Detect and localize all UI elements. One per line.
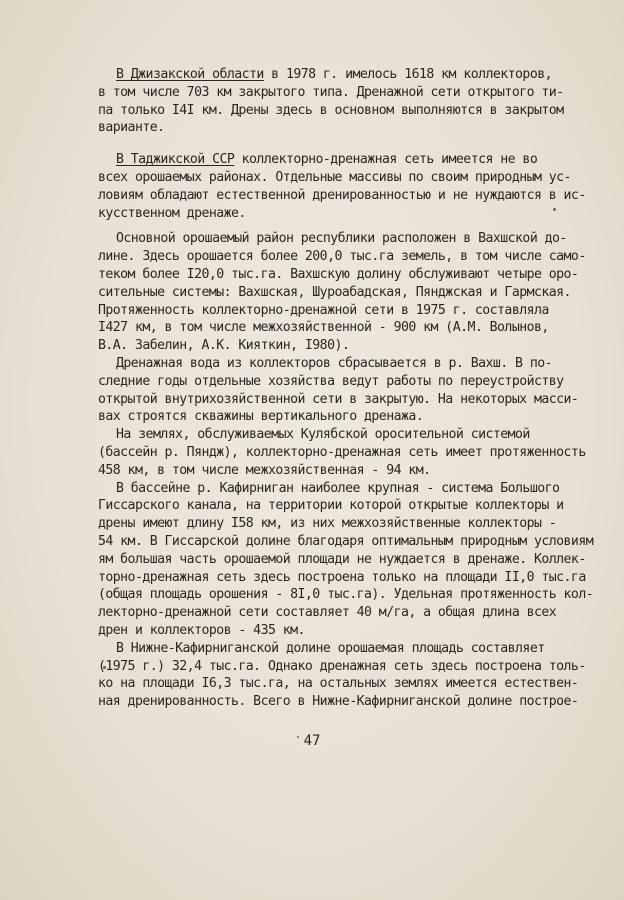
text-line: В Таджикской ССР коллекторно-дренажная сеть имеется не во [116, 152, 538, 168]
text-line: (1975 г.) 32,4 тыс.га. Однако дренажная сеть здесь построена толь- [98, 658, 586, 674]
text-line: торно-дренажная сеть здесь построена только на площади II,0 тыс.га [98, 569, 586, 585]
text-line: открытой внутрихозяйственной сети в закрытую. На некоторых масси- [98, 391, 579, 407]
text-line: варианте. [98, 120, 165, 136]
text-line: В.А. Забелин, А.К. Кияткин, I980). [98, 338, 350, 354]
text-line: сительные системы: Вахшская, Шуроабадская, Пянджская и Гармская. [98, 284, 571, 300]
text-line: 458 км, в том числе межхозяйственная - 94 км. [98, 462, 431, 478]
text-line: дрены имеют длину I58 км, из них межхозяйственные коллекторы - [98, 516, 557, 532]
text-line: (бассейн р. Пяндж), коллекторно-дренажная сеть имеет протяженность [98, 444, 586, 460]
page-number: 47 [303, 733, 321, 749]
text-line: па только I4I км. Дрены здесь в основном выполняются в закрытом [98, 102, 564, 118]
text-line: кусственном дренаже. [98, 205, 246, 221]
text-line: В бассейне р. Кафирниган наиболее крупная - система Большого [116, 480, 560, 496]
paragraph [98, 355, 588, 426]
underlined-heading: В Таджикской ССР [116, 152, 235, 168]
text-line: в том числе 703 км закрытого типа. Дренажной сети открытого ти- [98, 84, 564, 100]
text-line: всех орошаемых районах. Отдельные массивы по своим природным ус- [98, 169, 571, 185]
paragraph [98, 66, 588, 137]
text-line: Дренажная вода из коллекторов сбрасывается в р. Вахш. В по- [116, 355, 552, 371]
paragraph [98, 480, 594, 640]
text-line: На землях, обслуживаемых Кулябской оросительной системой [116, 427, 530, 443]
text-line: вах строятся скважины вертикального дренажа. [98, 409, 424, 425]
paragraph [98, 640, 588, 711]
paragraph [98, 151, 588, 222]
text-line: лекторно-дренажной сети составляет 40 м/га, а общая длина всех [98, 605, 557, 621]
text-line: (общая площадь орошения - 8I,0 тыс.га). Удельная протяженность кол- [98, 587, 594, 603]
text-line: ко на площади I6,3 тыс.га, на остальных землях имеется естествен- [98, 676, 579, 692]
text-line: В Нижне-Кафирниганской долине орошаемая площадь составляет [116, 640, 545, 656]
text-line: Основной орошаемый район республики расположен в Вахшской до- [116, 231, 567, 247]
text-line: лине. Здесь орошается более 200,0 тыс.га земель, в том числе само- [98, 249, 586, 265]
text-line: I427 км, в том числе межхозяйственной - 900 км (А.М. Волынов, [98, 320, 549, 336]
text-line: ная дренированность. Всего в Нижне-Кафирниганской долине построе- [98, 694, 579, 710]
text-line: Протяженность коллекторно-дренажной сети в 1975 г. составляла [98, 302, 549, 318]
text-line: ловиям обладают естественной дренированностью и не нуждаются в ис- [98, 187, 586, 203]
paragraph [98, 230, 588, 355]
paragraph [98, 426, 588, 479]
text-line: Гиссарского канала, на территории которой открытые коллекторы и [98, 498, 564, 514]
text-line: дрен и коллекторов - 435 км. [98, 622, 305, 638]
text-line: теком более I20,0 тыс.га. Вахшскую долину обслуживают четыре оро- [98, 266, 579, 282]
text-line: ям большая часть орошаемой площади не нуждается в дренаже. Коллек- [98, 551, 586, 567]
body-text [98, 66, 594, 711]
text-line: 54 км. В Гиссарской долине благодаря оптимальным природным условиям [98, 533, 594, 549]
text-line: В Джизакской области в 1978 г. имелось 1618 км коллекторов, [116, 67, 552, 82]
text-line: следние годы отдельные хозяйства ведут работы по переустройству [98, 373, 564, 389]
underlined-heading: В Джизакской области [116, 67, 264, 82]
